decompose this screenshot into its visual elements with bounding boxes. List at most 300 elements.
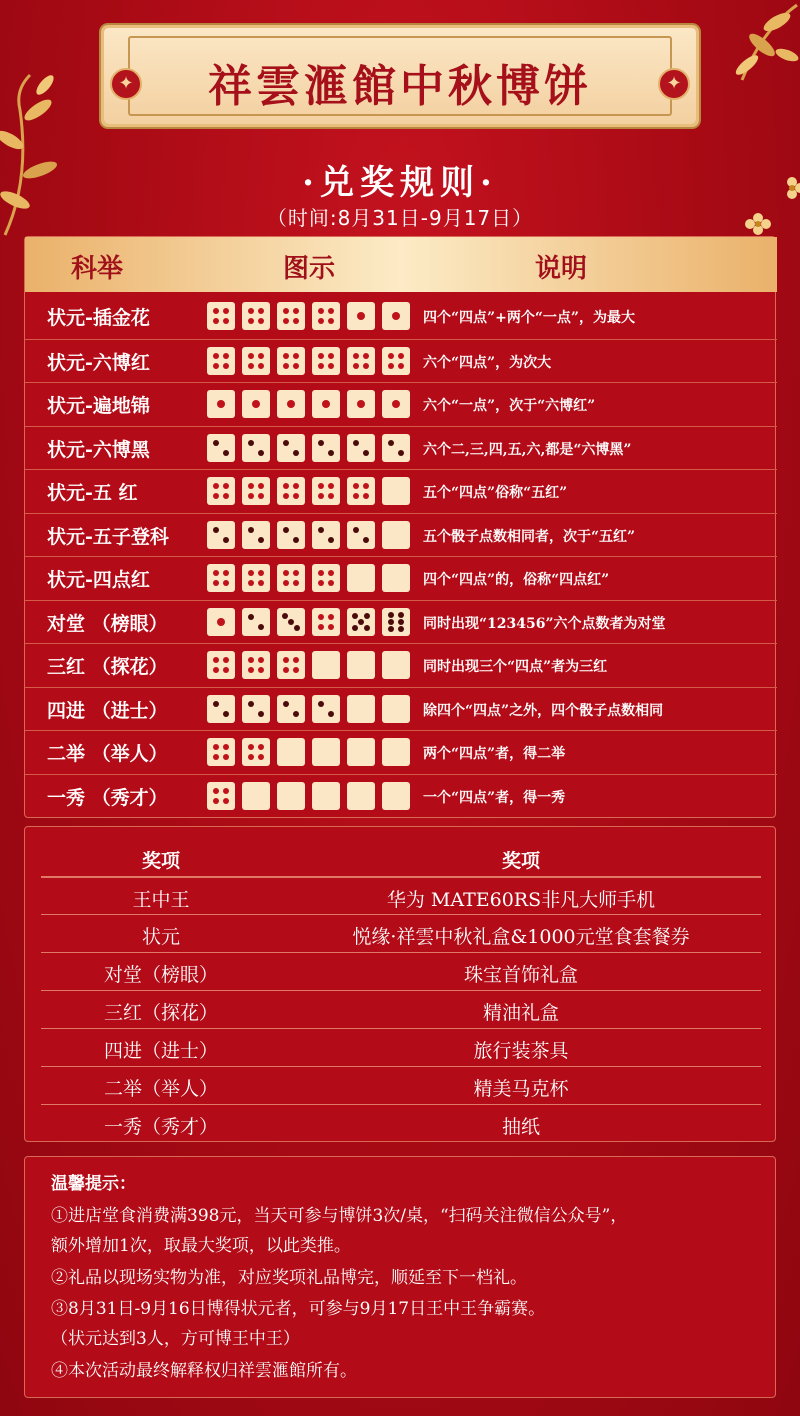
dice-pip [223, 493, 229, 499]
rule-name: 二举 （举人） [47, 743, 168, 765]
dice-pip [213, 308, 219, 314]
dice-pip [248, 754, 254, 760]
dice-pip [283, 318, 289, 324]
rule-description: 六个“一点”，次于“六博红” [423, 398, 596, 414]
dice-pip [363, 353, 369, 359]
dice-pip [293, 570, 299, 576]
dice-pip [258, 318, 264, 324]
dice-pip [248, 353, 254, 359]
dice-pip [283, 353, 289, 359]
dice-pip [283, 570, 289, 576]
rule-description: 同时出现三个“四点”者为三红 [423, 659, 608, 675]
dice-pip [283, 308, 289, 314]
dice-face-4-icon [207, 738, 235, 766]
dice-pip [223, 308, 229, 314]
dice-pip [248, 493, 254, 499]
dice-pip [282, 613, 288, 619]
dice-blank-icon [382, 564, 410, 592]
rule-description: 六个“四点”，为次大 [423, 354, 552, 371]
dice-pip [248, 483, 254, 489]
prize-item: 珠宝首饰礼盒 [463, 964, 578, 986]
dice-pip [293, 483, 299, 489]
dice-face-4-icon [312, 347, 340, 375]
dice-pip [398, 363, 404, 369]
prize-row [41, 877, 761, 915]
dice-face-2-icon [347, 521, 375, 549]
prize-level-header: 奖项 [141, 850, 180, 872]
tip-line: ③8月31日-9月16日博得状元者，可参与9月17日王中王争霸赛。 [51, 1299, 546, 1319]
dice-pip [213, 667, 219, 673]
tip-line: （状元达到3人，方可博王中王） [51, 1329, 300, 1349]
dice-blank-icon [347, 738, 375, 766]
dice-pip [318, 701, 324, 707]
dice-pip [213, 440, 219, 446]
dice-pip [352, 625, 358, 631]
dice-pip [223, 580, 229, 586]
dice-pip [293, 580, 299, 586]
dice-face-4-icon [207, 302, 235, 330]
rule-name: 状元-四点红 [47, 569, 150, 591]
prize-item: 抽纸 [501, 1116, 540, 1138]
dice-pip [328, 711, 334, 717]
dice-face-4-icon [242, 651, 270, 679]
dice-pip [223, 744, 229, 750]
dice-face-2-icon [347, 434, 375, 462]
dice-pip [293, 537, 299, 543]
dice-blank-icon [347, 564, 375, 592]
tip-line: ②礼品以现场实物为准，对应奖项礼品博完，顺延至下一档礼。 [51, 1268, 527, 1288]
dice-pip [318, 614, 324, 620]
dice-blank-icon [312, 651, 340, 679]
rule-row [25, 295, 777, 338]
dice-pip [258, 624, 264, 630]
rule-description: 一个“四点”者，得一秀 [423, 789, 566, 806]
section-title: ·兑奖规则· [302, 163, 498, 203]
dice-pip [293, 450, 299, 456]
dice-pip [248, 657, 254, 663]
dice-pip [353, 483, 359, 489]
title-plaque [104, 28, 696, 124]
dice-pip [223, 788, 229, 794]
rule-name: 状元-五 红 [47, 482, 138, 504]
dice-pip [258, 308, 264, 314]
prizes-table-header [41, 839, 761, 877]
dice-face-4-icon [242, 477, 270, 505]
dice-pip [283, 657, 289, 663]
dice-pip [318, 308, 324, 314]
dice-pip [248, 440, 254, 446]
dice-pip [283, 493, 289, 499]
dice-pip [328, 614, 334, 620]
dice-face-4-icon [312, 302, 340, 330]
dice-pip [213, 657, 219, 663]
dice-pip [223, 483, 229, 489]
dice-face-4-icon [347, 347, 375, 375]
prize-item: 旅行装茶具 [473, 1040, 569, 1062]
dice-pip [293, 667, 299, 673]
dice-pip [328, 308, 334, 314]
dice-pip [258, 744, 264, 750]
column-header-dice: 图示 [283, 254, 336, 284]
rule-row [25, 600, 777, 643]
dice-face-4-icon [312, 477, 340, 505]
dice-face-4-icon [207, 564, 235, 592]
dice-pip [248, 580, 254, 586]
date-range: （时间:8月31日-9月17日） [266, 206, 534, 230]
dice-pip [248, 701, 254, 707]
rule-row [25, 382, 777, 425]
rule-name: 四进 （进士） [47, 699, 168, 722]
rule-description: 两个“四点”者，得二举 [423, 746, 566, 762]
dice-pip [293, 657, 299, 663]
prize-row [41, 1029, 761, 1067]
dice-face-1-icon [277, 390, 305, 418]
rule-name: 状元-遍地锦 [47, 395, 150, 417]
prize-level: 一秀（秀才） [103, 1116, 218, 1138]
dice-face-4-icon [242, 302, 270, 330]
dice-face-4-icon [207, 347, 235, 375]
dice-pip [223, 353, 229, 359]
dice-face-2-icon [207, 695, 235, 723]
dice-face-4-icon [207, 782, 235, 810]
dice-face-5-icon [347, 608, 375, 636]
dice-pip [252, 400, 260, 408]
dice-pip [213, 570, 219, 576]
dice-pip [322, 400, 330, 408]
dice-pip [388, 363, 394, 369]
dice-pip [392, 312, 400, 320]
dice-pip [328, 450, 334, 456]
dice-pip [318, 624, 324, 630]
dice-pip [213, 788, 219, 794]
dice-blank-icon [347, 695, 375, 723]
dice-pip [398, 353, 404, 359]
dice-pip [293, 308, 299, 314]
dice-blank-icon [312, 782, 340, 810]
dice-pip [353, 353, 359, 359]
dice-pip [358, 619, 364, 625]
dice-pip [363, 493, 369, 499]
dice-pip [258, 483, 264, 489]
prize-level: 三红（探花） [103, 1002, 218, 1024]
rule-row [25, 730, 777, 773]
dice-pip [363, 483, 369, 489]
osmanthus-branch-right-icon [722, 0, 800, 90]
dice-face-2-icon [207, 521, 235, 549]
prize-row [41, 915, 761, 953]
dice-face-2-icon [312, 695, 340, 723]
prize-item: 悦缘·祥雲中秋礼盒&1000元堂食套餐券 [352, 926, 690, 948]
dice-blank-icon [312, 738, 340, 766]
prize-level: 四进（进士） [103, 1040, 218, 1062]
dice-pip [318, 570, 324, 576]
dice-face-4-icon [242, 347, 270, 375]
dice-pip [388, 619, 394, 625]
prize-level: 二举（举人） [103, 1078, 218, 1100]
dice-face-2-icon [312, 434, 340, 462]
dice-pip [258, 493, 264, 499]
rule-row [25, 426, 777, 469]
rule-description: 六个二,三,四,五,六,都是“六博黑” [423, 441, 632, 458]
dice-pip [258, 754, 264, 760]
dice-pip [353, 363, 359, 369]
dice-pip [364, 613, 370, 619]
dice-pip [258, 580, 264, 586]
column-header-rank: 科举 [71, 254, 124, 284]
dice-pip [248, 308, 254, 314]
dice-pip [223, 667, 229, 673]
dice-pip [213, 701, 219, 707]
tip-line: ④本次活动最终解释权归祥雲滙館所有。 [51, 1361, 357, 1381]
rule-name: 一秀 （秀才） [47, 786, 168, 809]
dice-face-1-icon [242, 390, 270, 418]
rule-row [25, 687, 777, 730]
dice-face-3-icon [277, 608, 305, 636]
dice-blank-icon [347, 782, 375, 810]
dice-face-4-icon [347, 477, 375, 505]
dice-blank-icon [382, 521, 410, 549]
dice-pip [213, 353, 219, 359]
dice-pip [288, 619, 294, 625]
dice-face-2-icon [242, 695, 270, 723]
dice-pip [328, 537, 334, 543]
rule-row [25, 339, 777, 382]
dice-pip [223, 570, 229, 576]
dice-pip [258, 657, 264, 663]
dice-pip [398, 450, 404, 456]
dice-face-4-icon [242, 738, 270, 766]
dice-pip [357, 400, 365, 408]
dice-blank-icon [277, 738, 305, 766]
dice-pip [398, 619, 404, 625]
dice-pip [363, 537, 369, 543]
dice-pip [398, 612, 404, 618]
dice-face-4-icon [207, 477, 235, 505]
dice-pip [318, 527, 324, 533]
rule-description: 五个骰子点数相同者，次于“五红” [423, 528, 636, 545]
dice-pip [223, 798, 229, 804]
dice-pip [328, 483, 334, 489]
dice-face-4-icon [382, 347, 410, 375]
tip-line: 额外增加1次，取最大奖项，以此类推。 [51, 1236, 351, 1256]
dice-pip [248, 527, 254, 533]
dice-pip [213, 754, 219, 760]
dice-face-4-icon [277, 651, 305, 679]
dice-pip [293, 363, 299, 369]
dice-pip [363, 363, 369, 369]
dice-face-1-icon [207, 608, 235, 636]
dice-pip [223, 318, 229, 324]
dice-face-4-icon [312, 608, 340, 636]
dice-blank-icon [382, 695, 410, 723]
dice-pip [248, 570, 254, 576]
dice-pip [328, 570, 334, 576]
dice-pip [223, 711, 229, 717]
dice-pip [223, 657, 229, 663]
dice-pip [248, 614, 254, 620]
rules-table [24, 236, 776, 818]
rule-name: 状元-六博黑 [47, 438, 150, 461]
page-title: 祥雲滙館中秋博饼 [208, 61, 592, 112]
dice-pip [258, 667, 264, 673]
dice-face-2-icon [277, 521, 305, 549]
rule-description: 五个“四点”俗称“五红” [423, 485, 568, 501]
dice-pip [353, 527, 359, 533]
dice-pip [223, 754, 229, 760]
rule-name: 三红 （探花） [47, 656, 168, 678]
rule-row [25, 556, 777, 599]
dice-pip [283, 527, 289, 533]
tips-panel [24, 1156, 776, 1398]
dice-face-4-icon [312, 564, 340, 592]
dice-face-1-icon [382, 302, 410, 330]
dice-blank-icon [382, 782, 410, 810]
dice-face-2-icon [242, 434, 270, 462]
dice-pip [223, 450, 229, 456]
dice-pip [293, 711, 299, 717]
dice-pip [248, 318, 254, 324]
dice-face-1-icon [347, 302, 375, 330]
dice-pip [283, 667, 289, 673]
rule-name: 状元-六博红 [47, 351, 150, 374]
dice-pip [328, 580, 334, 586]
dice-pip [328, 318, 334, 324]
dice-face-4-icon [207, 651, 235, 679]
dice-pip [223, 537, 229, 543]
dice-pip [328, 353, 334, 359]
dice-pip [287, 400, 295, 408]
prize-row [41, 1067, 761, 1105]
dice-pip [328, 624, 334, 630]
prize-level: 王中王 [132, 889, 190, 911]
dice-pip [294, 625, 300, 631]
dice-pip [318, 363, 324, 369]
dice-pip [217, 618, 225, 626]
dice-pip [398, 626, 404, 632]
dice-pip [258, 363, 264, 369]
dice-blank-icon [277, 782, 305, 810]
dice-pip [213, 318, 219, 324]
dice-blank-icon [382, 477, 410, 505]
dice-pip [223, 363, 229, 369]
dice-pip [248, 363, 254, 369]
dice-blank-icon [382, 651, 410, 679]
dice-pip [392, 400, 400, 408]
dice-pip [363, 450, 369, 456]
prize-row [41, 1105, 761, 1143]
prize-level: 对堂（榜眼） [103, 964, 218, 986]
rule-name: 状元-插金花 [47, 307, 150, 329]
rule-name: 对堂 （榜眼） [47, 612, 168, 635]
dice-pip [364, 625, 370, 631]
tips-title: 温馨提示： [51, 1174, 136, 1194]
rule-row [25, 643, 777, 686]
dice-pip [258, 711, 264, 717]
dice-pip [293, 353, 299, 359]
dice-pip [248, 667, 254, 673]
dice-pip [213, 580, 219, 586]
dice-face-6-icon [382, 608, 410, 636]
dice-face-4-icon [277, 347, 305, 375]
dice-pip [283, 701, 289, 707]
dice-pip [258, 450, 264, 456]
prizes-table [24, 826, 776, 1142]
rule-description: 四个“四点”+两个“一点”，为最大 [423, 310, 635, 326]
dice-face-2-icon [277, 434, 305, 462]
dice-face-2-icon [242, 608, 270, 636]
column-header-description: 说明 [535, 254, 588, 284]
prize-item: 精油礼盒 [482, 1002, 559, 1024]
rule-row [25, 513, 777, 556]
prize-item: 华为 MATE60RS非凡大师手机 [386, 889, 656, 911]
dice-pip [217, 400, 225, 408]
dice-pip [213, 363, 219, 369]
rule-row [25, 774, 777, 817]
dice-pip [248, 744, 254, 750]
dice-face-1-icon [347, 390, 375, 418]
dice-pip [328, 363, 334, 369]
dice-pip [213, 483, 219, 489]
dice-pip [353, 440, 359, 446]
dice-pip [213, 527, 219, 533]
dice-pip [357, 312, 365, 320]
dice-pip [283, 440, 289, 446]
dice-face-2-icon [277, 695, 305, 723]
dice-pip [213, 798, 219, 804]
rule-description: 四个“四点”的，俗称“四点红” [423, 572, 610, 588]
dice-face-4-icon [277, 477, 305, 505]
dice-face-4-icon [277, 302, 305, 330]
rule-description: 同时出现“123456”六个点数者为对堂 [423, 615, 666, 632]
dice-pip [258, 353, 264, 359]
dice-pip [388, 440, 394, 446]
dice-pip [388, 353, 394, 359]
dice-face-4-icon [242, 564, 270, 592]
dice-pip [283, 483, 289, 489]
rule-name: 状元-五子登科 [47, 525, 169, 548]
prize-row [41, 991, 761, 1029]
dice-face-2-icon [312, 521, 340, 549]
dice-blank-icon [242, 782, 270, 810]
dice-face-1-icon [207, 390, 235, 418]
dice-blank-icon [347, 651, 375, 679]
dice-blank-icon [382, 738, 410, 766]
dice-face-4-icon [277, 564, 305, 592]
dice-pip [318, 440, 324, 446]
dice-pip [353, 493, 359, 499]
dice-face-2-icon [207, 434, 235, 462]
dice-pip [258, 570, 264, 576]
dice-pip [388, 612, 394, 618]
dice-pip [318, 580, 324, 586]
prize-item-header: 奖项 [501, 850, 540, 872]
dice-pip [293, 318, 299, 324]
dice-pip [293, 493, 299, 499]
dice-face-2-icon [242, 521, 270, 549]
dice-face-2-icon [382, 434, 410, 462]
dice-pip [283, 580, 289, 586]
dice-pip [213, 744, 219, 750]
prize-row [41, 953, 761, 991]
dice-pip [258, 537, 264, 543]
dice-pip [328, 493, 334, 499]
rule-row [25, 469, 777, 512]
rules-table-header [25, 237, 777, 292]
dice-pip [318, 318, 324, 324]
dice-pip [318, 483, 324, 489]
dice-pip [318, 493, 324, 499]
prize-item: 精美马克杯 [473, 1078, 569, 1100]
